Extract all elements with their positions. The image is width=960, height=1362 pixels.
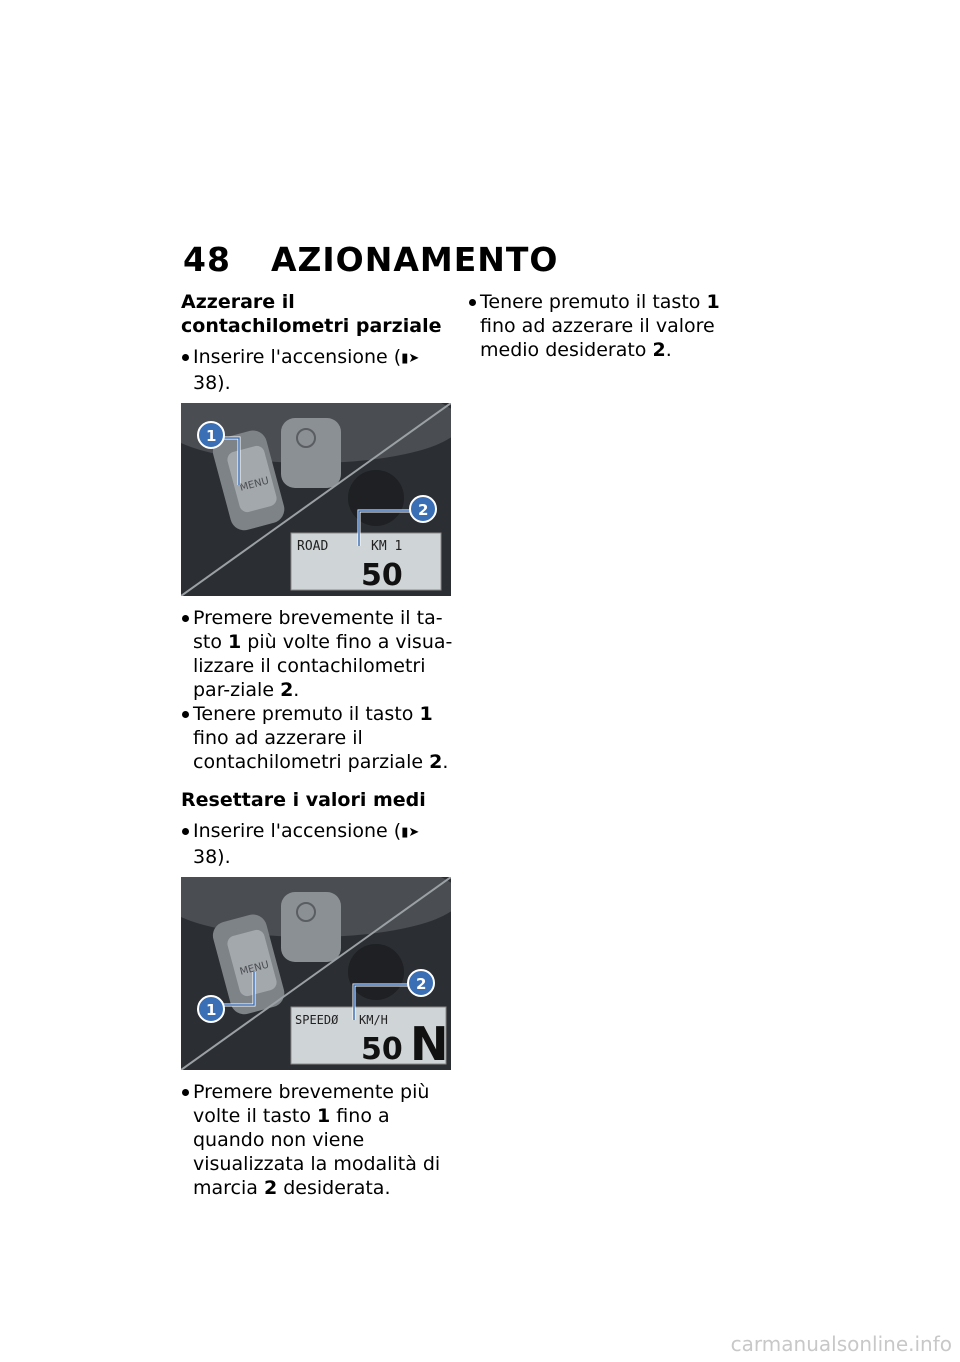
display-mode-text: ROAD xyxy=(297,539,329,554)
figure-trip-display xyxy=(181,403,451,596)
section-title-reset-averages: Resettare i valori medi xyxy=(181,789,426,811)
right-column xyxy=(468,290,743,362)
step-ignition-2: Inserire l'accensione (▮➤ 38). xyxy=(181,819,456,869)
display-value-text: 50 xyxy=(361,558,403,593)
callout-1-label: 1 xyxy=(206,1001,217,1019)
step-press-button-trip: Premere brevemente il ta-sto 1 più volte fino a visua-lizzare il contachilometri par-ziale 2. xyxy=(181,606,456,702)
step-ignition-1: Inserire l'accensione (▮➤ 38). xyxy=(181,345,456,395)
callout-1-label: 1 xyxy=(206,427,217,445)
page-number: 48 xyxy=(183,240,231,279)
arrow-right-icon: ▮➤ xyxy=(401,351,420,366)
figure-speed-display xyxy=(181,877,451,1070)
step-hold-button-trip: Tenere premuto il tasto 1 fino ad azzerare il contachilometri parziale 2. xyxy=(181,702,456,774)
arrow-right-icon: ▮➤ xyxy=(401,825,420,840)
page-title: AZIONAMENTO xyxy=(270,240,559,279)
callout-2-label: 2 xyxy=(416,975,427,993)
display-unit-text: KM/H xyxy=(359,1013,388,1027)
display-value-text: 50 xyxy=(361,1032,403,1067)
step-hold-button-average: Tenere premuto il tasto 1 fino ad azzerare il valore medio desiderato 2. xyxy=(468,290,743,362)
step-press-button-mode: Premere brevemente più volte il tasto 1 fino a quando non viene visualizzata la modalità di marcia 2 desiderata. xyxy=(181,1080,456,1200)
callout-2-label: 2 xyxy=(418,501,429,519)
display-mode-text: SPEEDØ xyxy=(295,1013,339,1027)
menu-button-label: MENU xyxy=(238,475,271,494)
section-title-trip-reset: Azzerare il contachilometri parziale xyxy=(181,291,442,337)
left-column xyxy=(181,290,456,1200)
watermark: carmanualsonline.info xyxy=(730,1332,952,1356)
display-unit-text: KM 1 xyxy=(371,539,403,554)
gear-indicator-text: N xyxy=(410,1017,449,1070)
page-header xyxy=(183,240,558,279)
menu-button-label: MENU xyxy=(238,959,271,978)
